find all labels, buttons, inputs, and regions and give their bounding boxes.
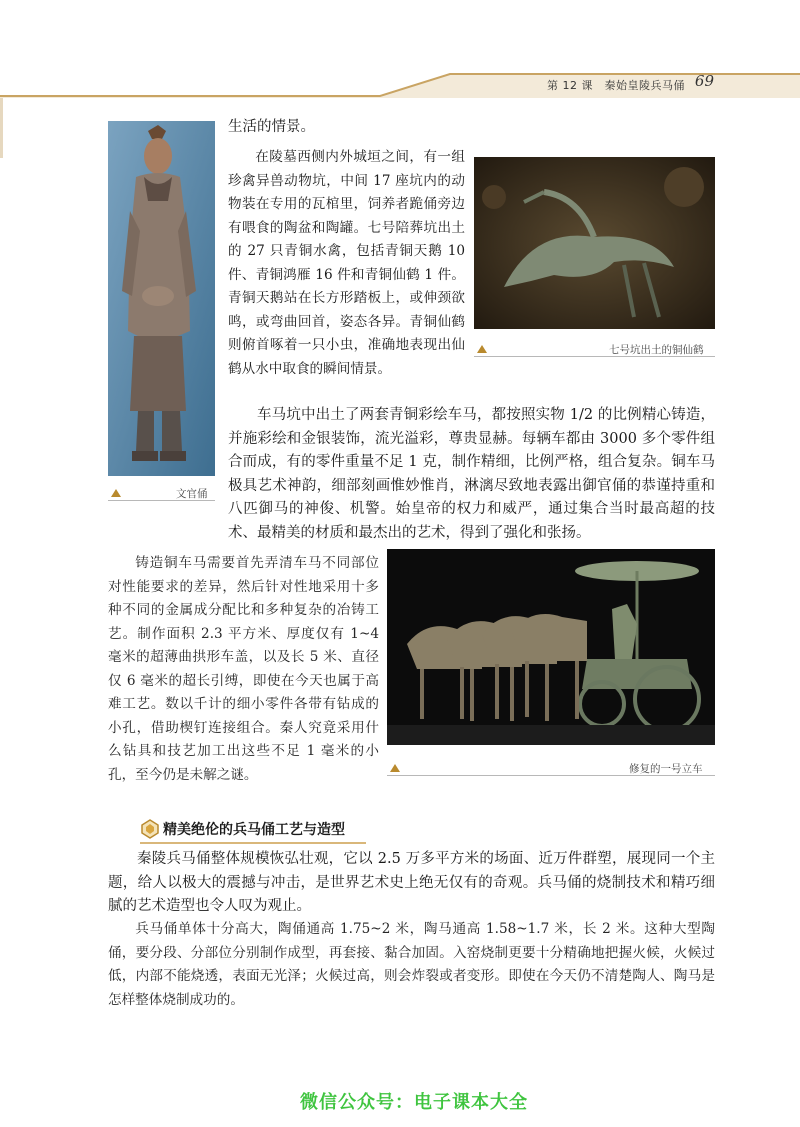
para-overall-scale	[108, 848, 715, 919]
chariot-figure-caption: 修复的一号立车	[629, 763, 703, 775]
official-caption-marker-icon	[111, 489, 121, 497]
para-chariot-pit	[228, 404, 715, 546]
para-casting-text: 铸造铜车马需要首先弄清车马不同部位对性能要求的差异，然后针对性地采用十多种不同的金属成分配比和多种复杂的冶铸工艺。制作面积 2.3 平方米、厚度仅有 1~4 毫米的超薄曲拱形车盖，以及长 5 米、直径仅 6 毫米的超长引缚，即使在今天也属于高难工艺。数以千计的细小零件各带有钻成的小孔，借助楔钉连接组合。秦人究竟采用什么钻具和技艺加工出这些不足 1 毫米的小孔，至今仍是未解之谜。	[108, 555, 379, 783]
para-animal-pits	[228, 146, 465, 381]
crane-figure-caption: 七号坑出土的铜仙鹤	[609, 344, 704, 356]
section-emblem-icon	[140, 819, 160, 839]
header-lesson-title: 第 12 课 秦始皇陵兵马俑	[547, 79, 685, 92]
para-continuation: 生活的情景。	[228, 119, 315, 135]
official-figure-caption: 文官俑	[176, 488, 208, 500]
chariot-caption-marker-icon	[390, 764, 400, 772]
bronze-crane-image	[474, 157, 715, 329]
crane-caption-marker-icon	[477, 345, 487, 353]
section-title: 精美绝伦的兵马俑工艺与造型	[163, 822, 345, 838]
para-firing-text: 兵马俑单体十分高大，陶俑通高 1.75~2 米，陶马通高 1.58~1.7 米，长 2 米。这种大型陶俑，要分段、分部位分别制作成型，再套接、黏合加固。入窑烧制更要十分精确地把握火候，火候过低，内部不能烧透，表面无光泽；火候过高，则会炸裂或者变形。即使在今天仍不清楚陶人、陶马是怎样整体烧制成功的。	[108, 921, 715, 1008]
left-margin-rule	[0, 98, 3, 158]
official-figure-image	[108, 121, 215, 476]
para-firing	[108, 918, 715, 1012]
bronze-crane-illustration	[474, 157, 715, 329]
para-casting	[108, 552, 379, 787]
para-chariot-pit-text: 车马坑中出土了两套青铜彩绘车马，都按照实物 1/2 的比例精心铸造，并施彩绘和金银装饰，流光溢彩，尊贵显赫。每辆车都由 3000 多个零件组合而成，有的零件重量不足 1 克，制作精细，比例严格，组合复杂。铜车马极具艺术神韵，细部刻画惟妙惟肖，淋漓尽致地表露出御官俑的恭谨持重和八匹御马的神俊、机警。始皇帝的权力和威严，通过集合当时最高超的技术、最精美的材质和最杰出的艺术，得到了强化和张扬。	[228, 407, 715, 541]
page-number: 69	[694, 72, 714, 90]
section-title-underline	[140, 842, 366, 844]
watermark-text: 微信公众号：电子课本大全	[300, 1092, 528, 1113]
para-overall-scale-text: 秦陵兵马俑整体规模恢弘壮观，它以 2.5 万多平方米的场面、近万件群塑，展现同一个主题，给人以极大的震撼与冲击，是世界艺术史上绝无仅有的奇观。兵马俑的烧制技术和精巧细腻的艺术造型也令人叹为观止。	[108, 851, 715, 915]
chariot-illustration	[387, 549, 715, 745]
official-figure-illustration	[108, 121, 215, 476]
para-animal-pits-text: 在陵墓西侧内外城垣之间，有一组珍禽异兽动物坑，中间 17 座坑内的动物装在专用的瓦棺里，饲养者跪俑旁边有喂食的陶盆和陶罐。七号陪葬坑出土的 27 只青铜水禽，包括青铜天鹅 10 件、青铜鸿雁 16 件和青铜仙鹤 1 件。青铜天鹅站在长方形踏板上，或伸颈欲鸣，或弯曲回首，姿态各异。青铜仙鹤则俯首啄着一只小虫，准确地表现出仙鹤从水中取食的瞬间情景。	[228, 149, 465, 377]
chariot-image	[387, 549, 715, 745]
